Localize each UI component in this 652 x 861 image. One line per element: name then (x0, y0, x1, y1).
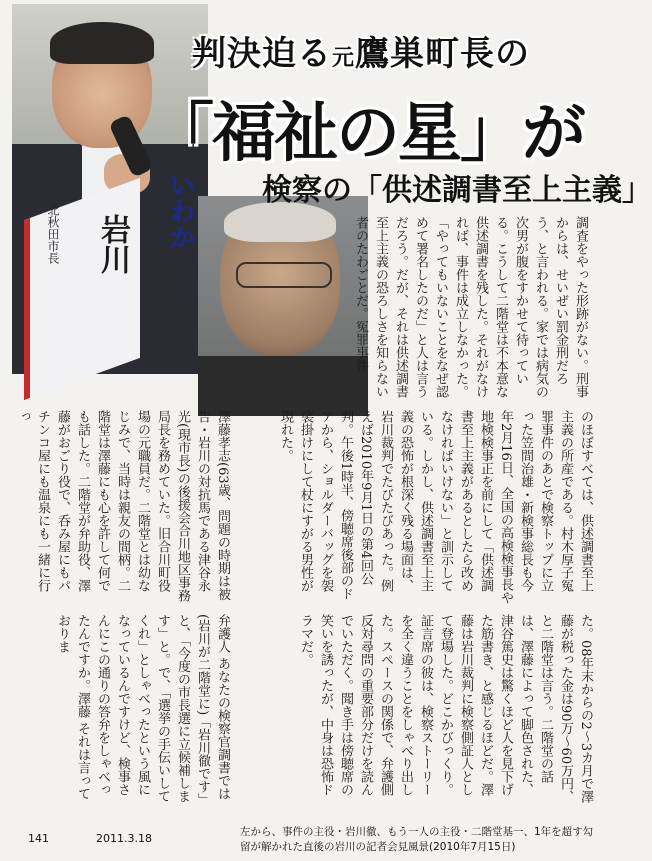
headline-sub: 検察の「供述調書至上主義」 (262, 173, 652, 208)
sash-title: 北秋田市長 (46, 204, 60, 264)
headline-line-1 (192, 26, 592, 75)
sash-name: 岩川 (95, 214, 130, 274)
article-column-1: 調査をやった形跡がない。刑事からは、せいぜい罰金刑だろう、と言われる。家では病気の次男が腹をすかせて待っている。こうして二階堂は不本意な供述調書を残した。それがなければ、事件は成立しなかった。「やってもいないことをなぜ認めて署名したのだ」と人は言うだろう。だが、それは供述調書至上主義の恐ろしさを知らない者のたわごとだ。冤罪事件 (353, 216, 588, 398)
page-footer (0, 822, 600, 861)
headline-main: 「福祉の星」が (150, 97, 584, 171)
photo-hair (50, 22, 154, 64)
sash-hiragana: いわか (165, 172, 195, 250)
article-column-5: 弁護人 あなたの検察官調書では(岩川が二階堂に)「岩川徹です」と、「今度の市長選に立候補します」と。で、「選挙の手伝いしてくれ」としゃべったという風になっているんですけど、検事さんにこの通りの答弁をしゃべったんですか。澤藤 それは言っておりま (55, 614, 230, 807)
article-body (10, 204, 593, 814)
issue-date: 2011.3.18 (96, 832, 152, 845)
page-number: 141 (28, 832, 49, 845)
article-column-2: のほぼすべては、供述調書至上主義の所産である。村木厚子冤罪事件のあとで検察トップに立った笠間治雄・新検事総長も今年2月16日、全国の高検検事長や地検検事正を前にして「供述調書至上主義があるとしたら改めなければいけない」と訓示している。しかし、供述調書至上主義の恐怖が根深く残る場面は、岩川裁判でたびたびあった。例えば2010年9月1日の第4回公判。午後1時半、傍聴席後部のドアから、ショルダーバッグを袈裟掛けにして杖にすがる男性が現れた。 (278, 410, 593, 604)
headline-1-main: 判決迫る (192, 34, 332, 74)
photo-caption: 左から、事件の主役・岩川徹、もう一人の主役・二階堂基一、1年を超す勾留が解かれた直後の岩川の記者会見風景(2010年7月15日) (240, 826, 594, 853)
headline-1-rest: 鷹巣町長の (355, 34, 531, 74)
headline-1-small: 元 (332, 46, 356, 71)
article-column-3: た。08年末からの2～3カ月で澤藤が税った金は90万～60万円、と二階堂は言う。二階堂の話は、澤藤によって脚色された、津谷篤史は驚くほど人を見下げた筋書き、と感じるほどだ。澤藤は岩川裁判に検察側証人として登場した。どこかびっくり。証言席の彼は、検察ストーリーを全く違うことをしゃべり出した。スペースの関係で、弁護側反対尋問の重要部分だけを読んでいただく。聞き手は傍聴席の笑いを誘ったが、中身は恐怖ドラマだ。 (298, 614, 593, 804)
article-column-4: 澤藤孝志(63歳、問題の時期は被告・岩川の対抗馬である津谷永光(現市長)の後援会合川地区事務局長を務めていた。旧合川町役場の元職員だ。二階堂とは幼なじみで、当時は親友の間柄。二階堂は澤藤にも心を許して何でも話した。二階堂が弁助役、澤藤がおごり役で、呑み屋にもパチンコ屋にも温泉にも一緒に行っ (15, 410, 230, 603)
